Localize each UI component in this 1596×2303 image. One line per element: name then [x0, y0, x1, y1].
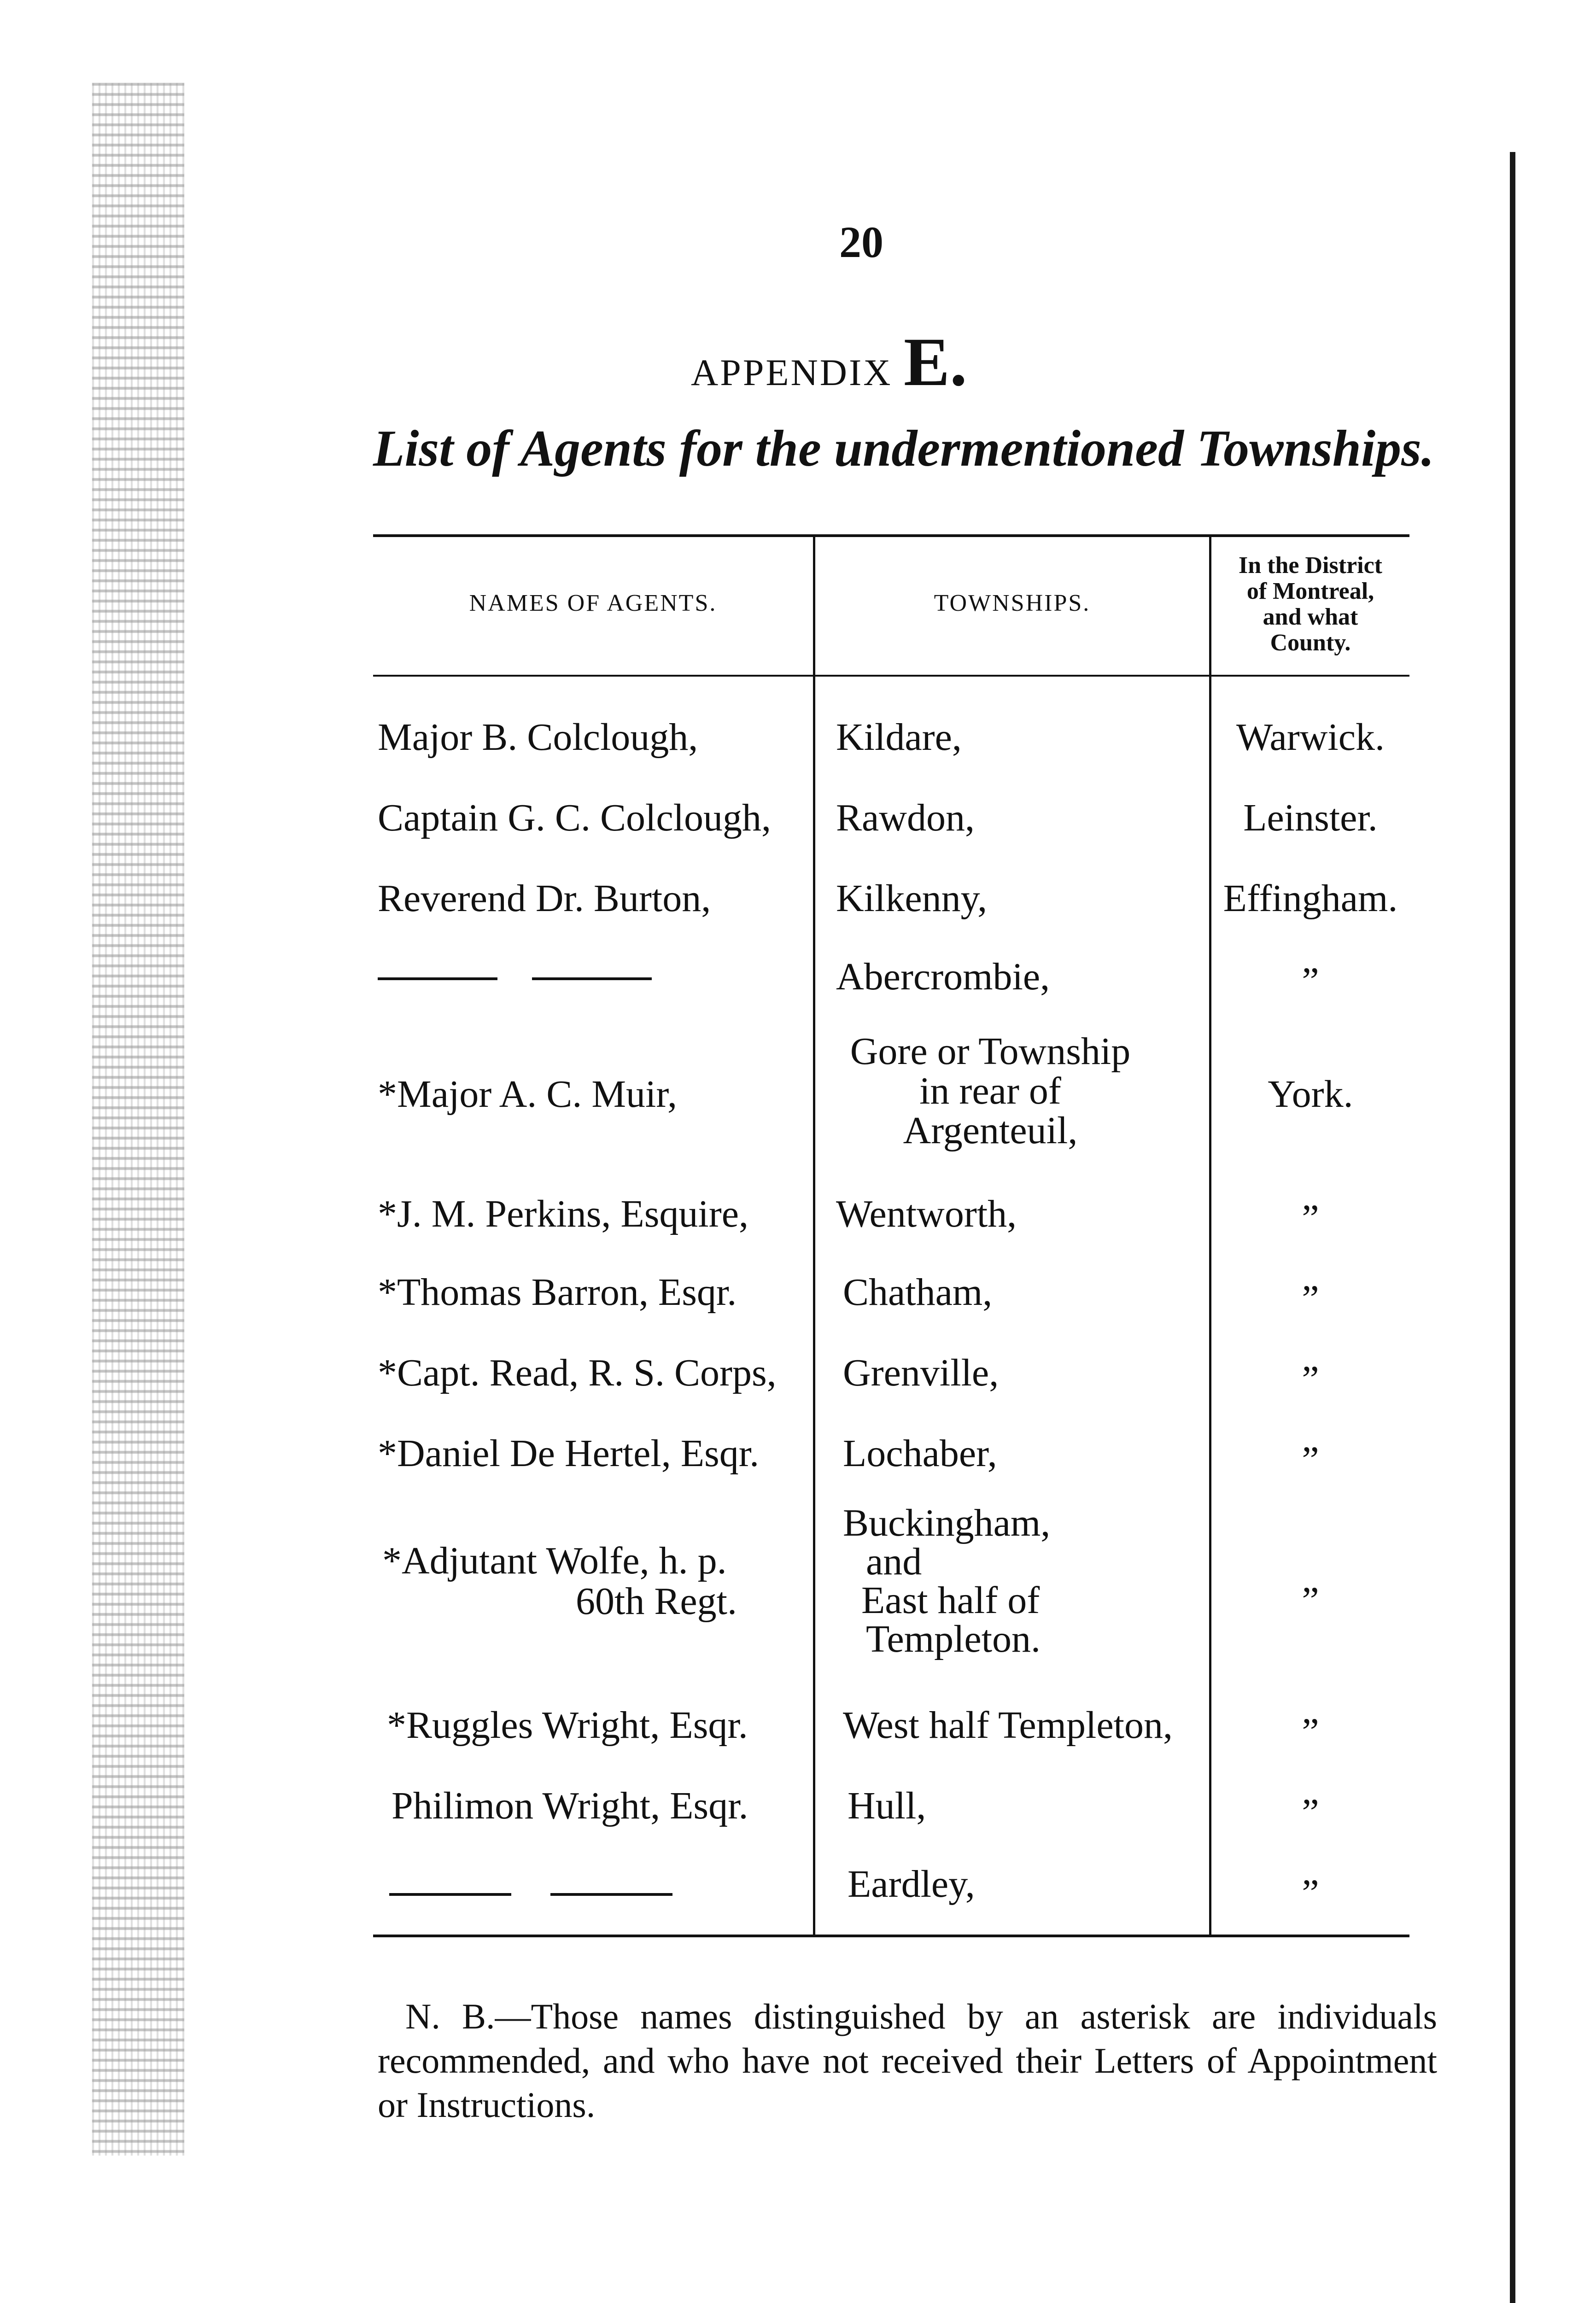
township-line: in rear of — [919, 1070, 1061, 1112]
blank-dash — [532, 977, 652, 980]
ditto-mark: ” — [1302, 1791, 1319, 1834]
blank-dash — [550, 1893, 672, 1896]
ditto-mark: ” — [1302, 1358, 1319, 1401]
agents-table — [373, 534, 1409, 1962]
table-top-rule — [373, 534, 1409, 537]
table-subtitle: List of Agents for the undermentioned Townships. — [373, 420, 1434, 477]
agent-name: Philimon Wright, Esqr. — [392, 1784, 748, 1827]
agent-line: *Adjutant Wolfe, h. p. — [382, 1539, 727, 1582]
column-divider-1 — [813, 534, 815, 1935]
agent-name: *J. M. Perkins, Esquire, — [378, 1192, 748, 1235]
township-name: Abercrombie, — [836, 955, 1050, 998]
ditto-mark: ” — [1302, 1711, 1319, 1754]
agent-name — [382, 1541, 737, 1622]
header-agents: NAMES OF AGENTS. — [469, 590, 717, 616]
county-name: Effingham. — [1223, 877, 1398, 920]
township-name: West half Templeton, — [843, 1704, 1173, 1747]
agent-name: *Daniel De Hertel, Esqr. — [378, 1432, 760, 1475]
ditto-mark: ” — [1302, 1278, 1319, 1321]
appendix-period: . — [950, 324, 967, 400]
township-line: Templeton. — [866, 1618, 1041, 1660]
header-county-line: County. — [1270, 630, 1351, 656]
appendix-word: APPENDIX — [691, 351, 893, 393]
page-number: 20 — [839, 217, 883, 267]
township-name — [815, 1032, 1165, 1151]
agent-name: *Capt. Read, R. S. Corps, — [378, 1351, 777, 1394]
ditto-mark: ” — [1302, 1197, 1319, 1240]
agent-name: *Major A. C. Muir, — [378, 1073, 677, 1116]
header-bottom-rule — [373, 675, 1409, 677]
township-name: Lochaber, — [843, 1432, 997, 1475]
header-townships: TOWNSHIPS. — [934, 590, 1091, 616]
township-name: Hull, — [848, 1784, 926, 1827]
blank-dash — [389, 1893, 511, 1896]
header-county-line: and what — [1263, 604, 1358, 630]
binding-gutter-shadow — [92, 83, 184, 2156]
township-name: Rawdon, — [836, 796, 975, 839]
agent-name: Major B. Colclough, — [378, 716, 698, 759]
appendix-heading — [691, 322, 1105, 402]
township-line: Buckingham, — [843, 1502, 1051, 1544]
agent-name: *Ruggles Wright, Esqr. — [387, 1704, 748, 1747]
county-name: Warwick. — [1236, 716, 1385, 759]
township-line: Argenteuil, — [903, 1109, 1078, 1152]
header-county-line: In the District — [1239, 552, 1382, 579]
table-bottom-rule — [373, 1935, 1409, 1937]
county-name: York. — [1268, 1073, 1353, 1116]
township-name: Kildare, — [836, 716, 962, 759]
township-line: East half of — [861, 1579, 1040, 1622]
township-name: Wentworth, — [836, 1192, 1017, 1235]
agent-name: *Thomas Barron, Esqr. — [378, 1271, 737, 1314]
ditto-mark: ” — [1302, 1872, 1319, 1915]
township-name: Kilkenny, — [836, 877, 988, 920]
blank-dash — [378, 977, 497, 980]
ditto-mark: ” — [1302, 960, 1319, 1003]
agent-name: Captain G. C. Colclough, — [378, 796, 771, 839]
ditto-mark: ” — [1302, 1579, 1319, 1622]
footnote: N. B.—Those names distinguished by an asterisk are individuals recommended, and who have not received their Letters of Appointment or Instructions. — [378, 1996, 1437, 2125]
header-county — [1211, 553, 1409, 656]
agent-line: 60th Regt. — [576, 1580, 737, 1623]
appendix-letter: E — [903, 324, 950, 400]
county-name: Leinster. — [1243, 796, 1378, 839]
page-edge-line — [1510, 152, 1515, 2303]
township-line: and — [866, 1540, 922, 1583]
header-county-line: of Montreal, — [1246, 578, 1374, 604]
township-line: Gore or Township — [850, 1030, 1131, 1073]
township-name: Chatham, — [843, 1271, 993, 1314]
township-name: Eardley, — [848, 1863, 975, 1906]
ditto-mark: ” — [1302, 1439, 1319, 1482]
township-name: Grenville, — [843, 1351, 999, 1394]
township-name — [843, 1504, 1050, 1659]
agent-name: Reverend Dr. Burton, — [378, 877, 711, 920]
